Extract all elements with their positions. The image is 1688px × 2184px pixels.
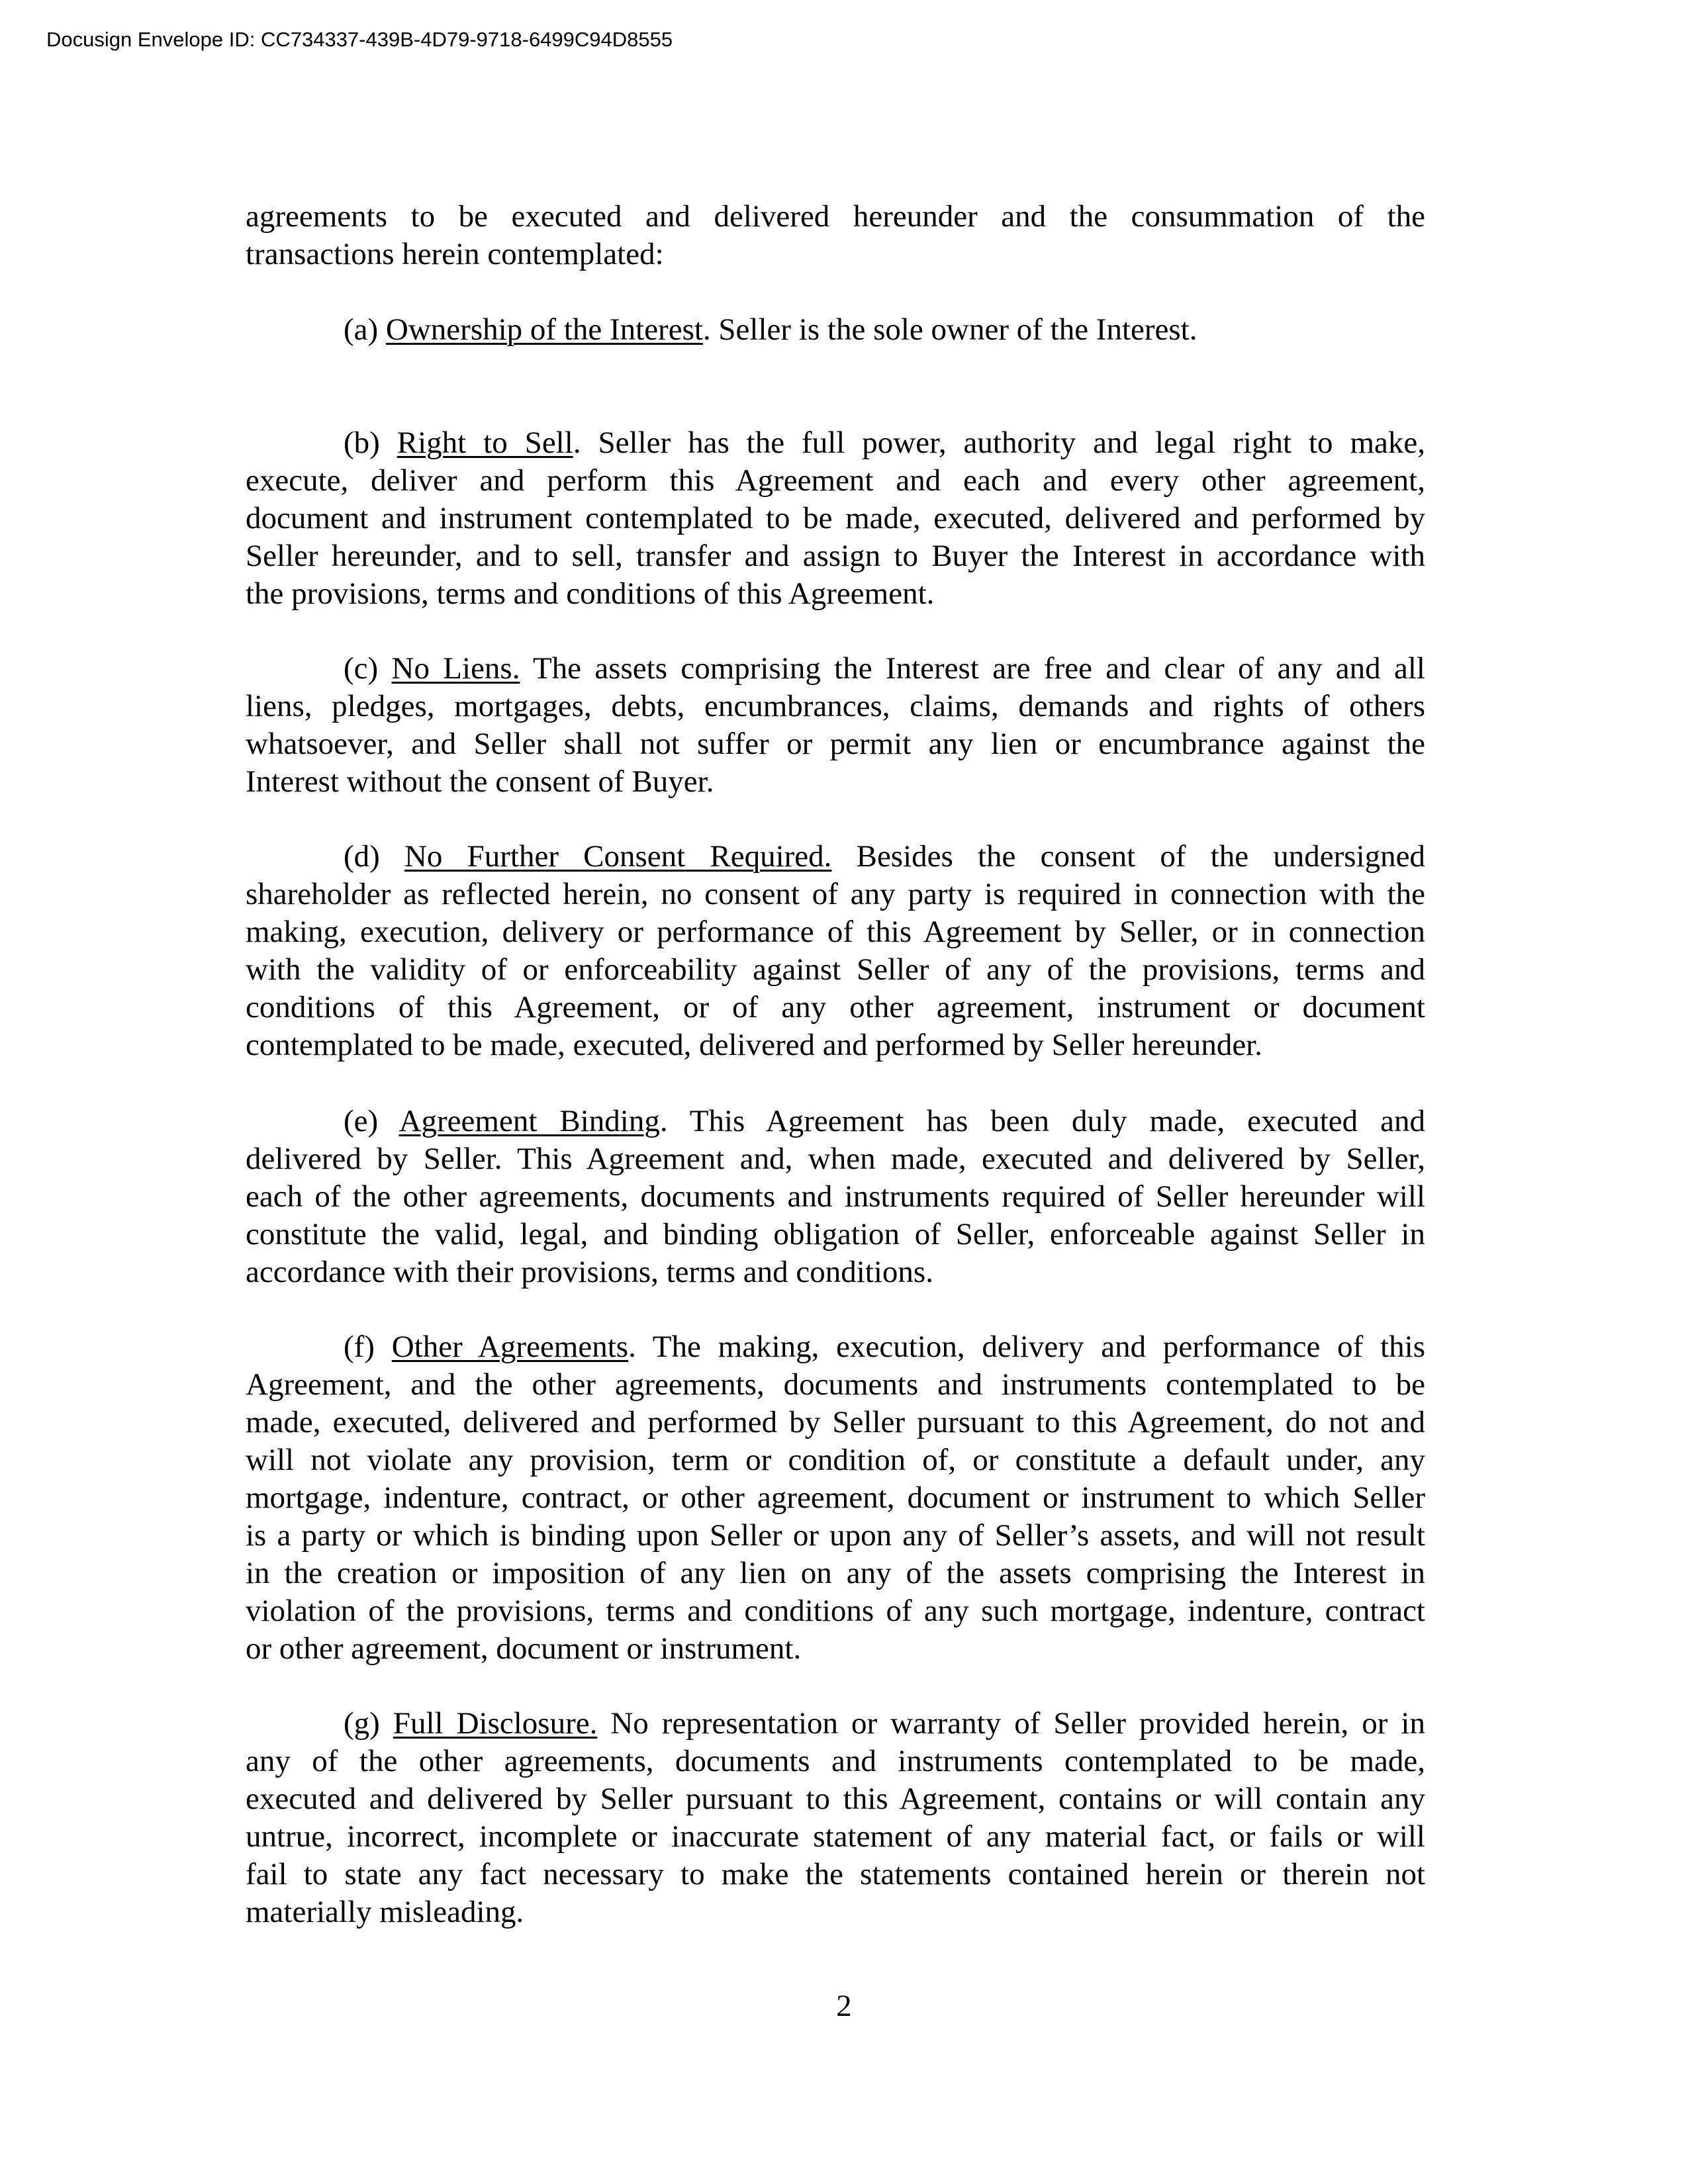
text-line: untrue, incorrect, incomplete or inaccurate statement of any material fact, or fails or will	[246, 1819, 1425, 1854]
text-line	[246, 650, 1425, 688]
text-line: with the validity of or enforceability against Seller of any of the provisions, terms and	[246, 952, 1425, 987]
section-f-other-agreements	[246, 1328, 1425, 1668]
text-line: accordance with their provisions, terms and conditions.	[246, 1255, 933, 1289]
text-line: will not violate any provision, term or condition of, or constitute a default under, any	[246, 1443, 1425, 1477]
section-text: Besides the consent of the undersigned	[831, 839, 1425, 874]
text-line: is a party or which is binding upon Seller or upon any of Seller’s assets, and will not result	[246, 1518, 1425, 1553]
page-number: 2	[836, 1989, 852, 2023]
section-text: The assets comprising the Interest are free and clear of any and all	[520, 651, 1425, 686]
text-line	[246, 838, 1425, 876]
text-line: the provisions, terms and conditions of this Agreement.	[246, 576, 935, 611]
text-line: mortgage, indenture, contract, or other agreement, document or instrument to which Seller	[246, 1480, 1425, 1515]
text-line: delivered by Seller. This Agreement and, when made, executed and delivered by Seller,	[246, 1142, 1425, 1176]
text-line: Agreement, and the other agreements, documents and instruments contemplated to be	[246, 1367, 1425, 1402]
text-line: conditions of this Agreement, or of any other agreement, instrument or document	[246, 990, 1425, 1024]
intro-paragraph	[246, 198, 1425, 273]
text-line: each of the other agreements, documents and instruments required of Seller hereunder will	[246, 1179, 1425, 1214]
text-line: shareholder as reflected herein, no consent of any party is required in connection with the	[246, 877, 1425, 911]
section-text: . The making, execution, delivery and performance of this	[628, 1330, 1425, 1364]
text-line: Interest without the consent of Buyer.	[246, 764, 714, 799]
text-line: or other agreement, document or instrument.	[246, 1631, 802, 1666]
section-heading: Ownership of the Interest	[385, 312, 703, 347]
section-a-ownership	[246, 311, 1425, 349]
section-heading: No Liens.	[391, 651, 520, 686]
section-b-right-to-sell	[246, 424, 1425, 613]
section-heading: Agreement Binding	[399, 1104, 660, 1138]
text-line: agreements to be executed and delivered hereunder and the consummation of the	[246, 199, 1425, 234]
section-text: No representation or warranty of Seller provided herein, or in	[597, 1706, 1425, 1741]
section-d-no-further-consent	[246, 838, 1425, 1064]
text-line: in the creation or imposition of any lien on any of the assets comprising the Interest in	[246, 1556, 1425, 1590]
section-label: (b)	[344, 426, 397, 460]
section-label: (d)	[344, 839, 404, 874]
text-line	[246, 1705, 1425, 1743]
text-line: document and instrument contemplated to be made, executed, delivered and performed by	[246, 501, 1425, 535]
section-label: (f)	[344, 1330, 392, 1364]
section-label: (a)	[344, 312, 386, 347]
section-label: (e)	[344, 1104, 399, 1138]
text-line: materially misleading.	[246, 1895, 524, 1929]
section-heading: Other Agreements	[391, 1330, 629, 1364]
text-line: whatsoever, and Seller shall not suffer or permit any lien or encumbrance against the	[246, 727, 1425, 761]
text-line: making, execution, delivery or performance of this Agreement by Seller, or in connection	[246, 915, 1425, 949]
section-heading: Full Disclosure.	[393, 1706, 598, 1741]
text-line: transactions herein contemplated:	[246, 237, 664, 271]
text-line: Seller hereunder, and to sell, transfer and assign to Buyer the Interest in accordance with	[246, 539, 1425, 573]
text-line: constitute the valid, legal, and binding obligation of Seller, enforceable against Seller in	[246, 1217, 1425, 1251]
section-c-no-liens	[246, 650, 1425, 801]
section-g-full-disclosure	[246, 1705, 1425, 1931]
docusign-envelope-id: Docusign Envelope ID: CC734337-439B-4D79-9718-6499C94D8555	[46, 28, 673, 51]
text-line: any of the other agreements, documents and instruments contemplated to be made,	[246, 1744, 1425, 1778]
text-line: contemplated to be made, executed, delivered and performed by Seller hereunder.	[246, 1028, 1262, 1062]
section-label: (g)	[344, 1706, 393, 1741]
text-line: violation of the provisions, terms and conditions of any such mortgage, indenture, contract	[246, 1594, 1425, 1628]
section-heading: No Further Consent Required.	[404, 839, 832, 874]
section-label: (c)	[344, 651, 392, 686]
text-line	[246, 311, 1425, 349]
text-line	[246, 424, 1425, 462]
section-e-agreement-binding	[246, 1103, 1425, 1291]
text-line	[246, 1103, 1425, 1140]
text-line: fail to state any fact necessary to make the statements contained herein or therein not	[246, 1857, 1425, 1891]
section-text: . Seller has the full power, authority and legal right to make,	[573, 426, 1426, 460]
text-line: execute, deliver and perform this Agreement and each and every other agreement,	[246, 463, 1425, 498]
section-text: . This Agreement has been duly made, executed and	[659, 1104, 1425, 1138]
text-line	[246, 1328, 1425, 1366]
section-heading: Right to Sell	[397, 426, 573, 460]
text-line: liens, pledges, mortgages, debts, encumbrances, claims, demands and rights of others	[246, 689, 1425, 723]
section-text: . Seller is the sole owner of the Interest.	[702, 312, 1197, 347]
text-line: executed and delivered by Seller pursuant to this Agreement, contains or will contain any	[246, 1782, 1425, 1816]
text-line: made, executed, delivered and performed by Seller pursuant to this Agreement, do not and	[246, 1405, 1425, 1439]
